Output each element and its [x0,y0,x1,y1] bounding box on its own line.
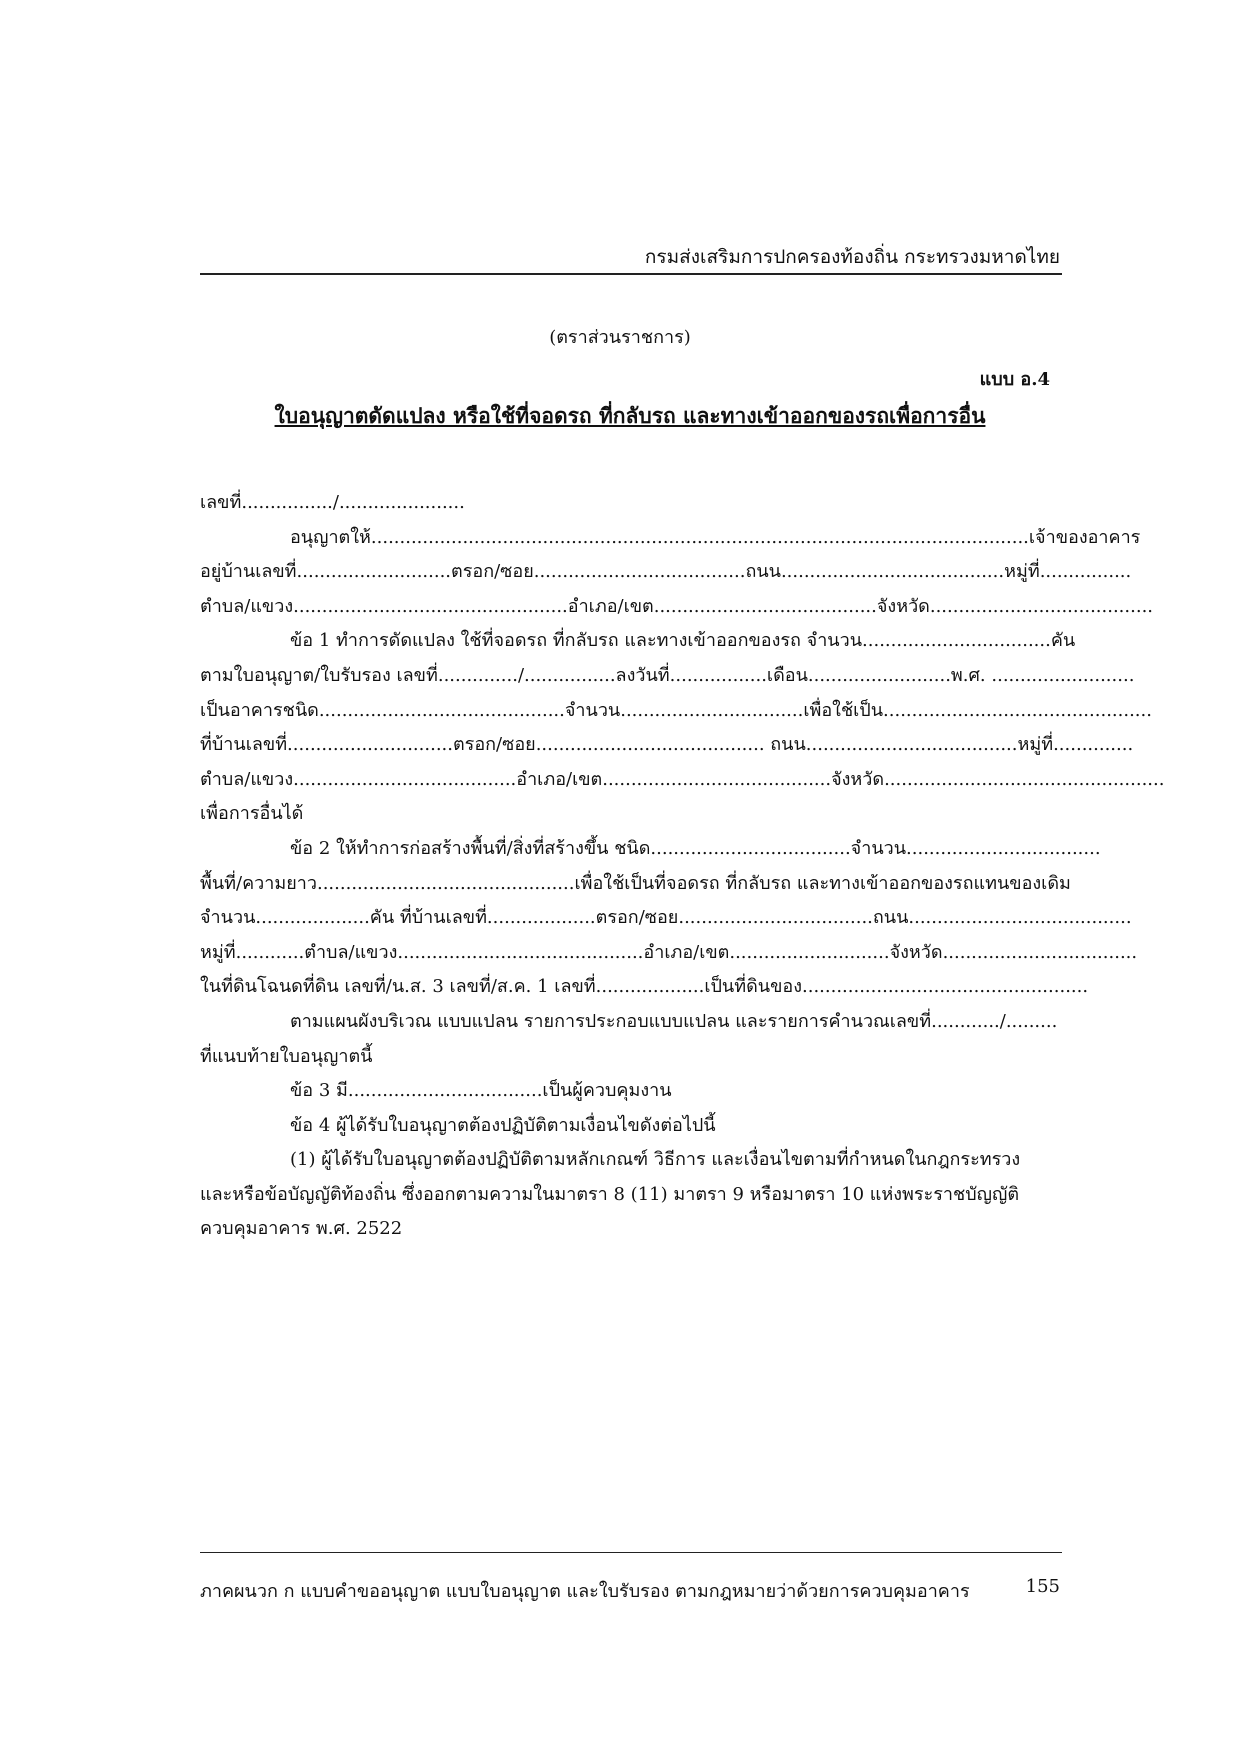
site-plan-line: ตามแผนผังบริเวณ แบบแปลน รายการประกอบแบบแปลน และรายการคำนวณเลขที่............/......... [290,1010,1058,1032]
replacement-count-line: จำนวน....................คัน ที่บ้านเลขที่...................ตรอก/ซอย..................................ถนน....................................... [200,907,1132,929]
form-code: แบบ อ.4 [979,369,1050,390]
replacement-district-line: หมู่ที่............ตำบล/แขวง...........................................อำเภอ/เขต............................จังหวัด.................................. [200,941,1138,963]
district-line: ตำบล/แขวง................................................อำเภอ/เขต.......................................จังหวัด....................................... [200,595,1154,617]
building-address-line: ที่บ้านเลขที่.............................ตรอก/ซอย........................................ ถนน.....................................หมู่ที่.............. [200,734,1134,756]
area-length-line: พื้นที่/ความยาว.............................................เพื่อใช้เป็นที่จอดรถ ที่กลับรถ และทางเข้าออกของรถแทนของเดิม [200,872,1071,894]
page-number: 155 [1025,1576,1060,1597]
permit-number-line: เลขที่................/...................... [200,492,465,513]
clause-1-line: ข้อ 1 ทำการดัดแปลง ใช้ที่จอดรถ ที่กลับรถ และทางเข้าออกของรถ จำนวน.................................คัน [290,630,1076,652]
clause-2-line: ข้อ 2 ให้ทำการก่อสร้างพื้นที่/สิ่งที่สร้างขึ้น ชนิด...................................จำนวน.................................. [290,837,1101,859]
clause-3-line: ข้อ 3 มี..................................เป็นผู้ควบคุมงาน [290,1080,672,1102]
page-footer [200,1576,1060,1605]
reference-permit-line: ตามใบอนุญาต/ใบรับรอง เลขที่............../................ลงวันที่.................เดือน.........................พ.ศ. ......................... [200,664,1135,686]
page-header: กรมส่งเสริมการปกครองท้องถิ่น กระทรวงมหาดไทย [644,246,1060,268]
building-type-line: เป็นอาคารชนิด...........................................จำนวน................................เพื่อใช้เป็น............................................... [200,699,1152,721]
condition-1-end-line: ควบคุมอาคาร พ.ศ. 2522 [200,1218,403,1240]
permittee-line: อนุญาตให้...................................................................................................................เจ้าของอาคาร [290,526,1141,548]
attachment-line: ที่แนบท้ายใบอนุญาตนี้ [200,1045,373,1067]
condition-1-line: (1) ผู้ได้รับใบอนุญาตต้องปฏิบัติตามหลักเกณฑ์ วิธีการ และเงื่อนไขตามที่กำหนดในกฎกระทรวง [290,1149,1021,1171]
header-rule [200,273,1062,275]
footer-text: ภาคผนวก ก แบบคำขออนุญาต แบบใบอนุญาต และใบรับรอง ตามกฎหมายว่าด้วยการควบคุมอาคาร [200,1581,970,1602]
document-body [200,486,1165,1247]
condition-1-continued-line: และหรือข้อบัญญัติท้องถิ่น ซึ่งออกตามความในมาตรา 8 (11) มาตรา 9 หรือมาตรา 10 แห่งพระราชบัญญัติ [200,1183,1020,1205]
clause-4-line: ข้อ 4 ผู้ได้รับใบอนุญาตต้องปฏิบัติตามเงื่อนไขดังต่อไปนี้ [290,1114,716,1136]
seal-placeholder: (ตราส่วนราชการ) [549,327,691,348]
address-line: อยู่บ้านเลขที่...........................ตรอก/ซอย.....................................ถนน.......................................หมู่ที่................ [200,561,1132,583]
other-purpose-line: เพื่อการอื่นได้ [200,803,304,825]
land-title-line: ในที่ดินโฉนดที่ดิน เลขที่/น.ส. 3 เลขที่/ส.ค. 1 เลขที่...................เป็นที่ดินของ.................................................. [200,976,1089,998]
building-district-line: ตำบล/แขวง.......................................อำเภอ/เขต........................................จังหวัด................................................. [200,768,1165,790]
document-title: ใบอนุญาตดัดแปลง หรือใช้ที่จอดรถ ที่กลับรถ และทางเข้าออกของรถเพื่อการอื่น [274,403,986,428]
footer-rule [200,1552,1062,1553]
